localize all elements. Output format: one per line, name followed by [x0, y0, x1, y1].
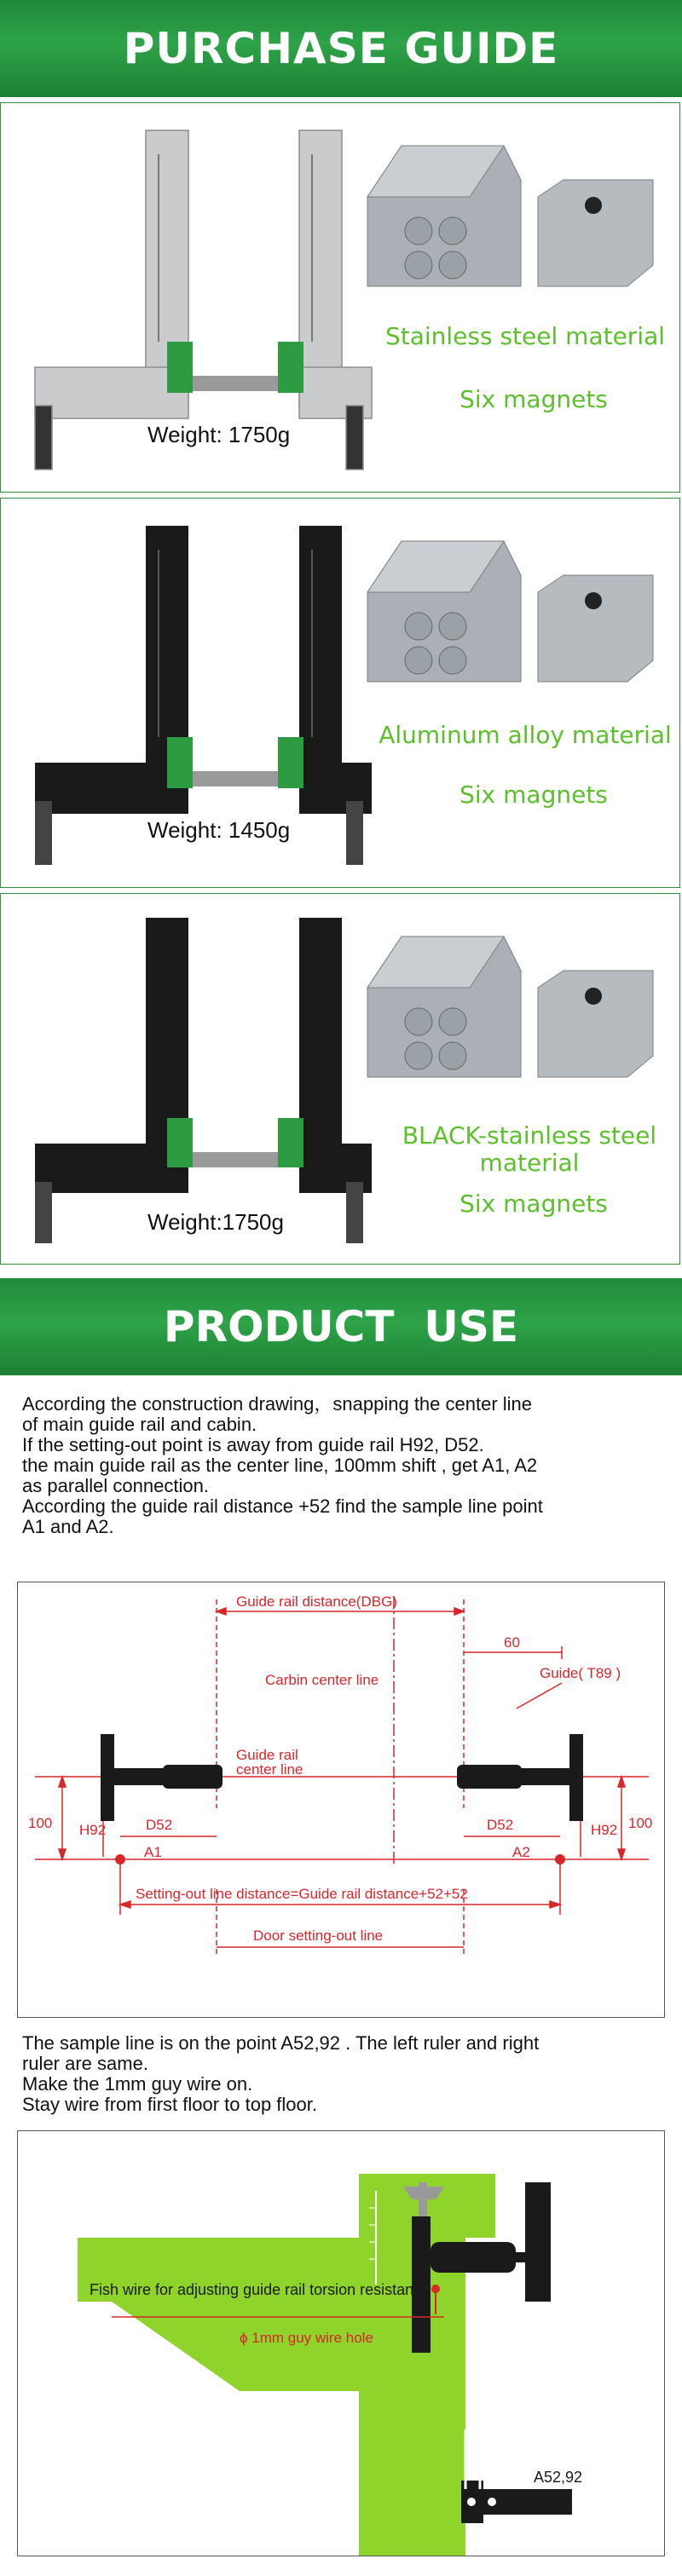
carbin-center-label: Carbin center line [265, 1672, 379, 1688]
magnet-blocks-image [359, 928, 666, 1081]
left-rail-icon [101, 1734, 164, 1821]
intro-line: According the construction drawing，snapping the center line [22, 1393, 533, 1415]
product-card-aluminum [0, 498, 680, 888]
d52-left: D52 [146, 1817, 173, 1833]
material-label: Aluminum alloy material [379, 721, 672, 749]
magnet-blocks-image [359, 137, 666, 291]
fish-wire-label: Fish wire for adjusting guide rail torsion resistance [90, 2281, 431, 2298]
guide-center-label-2: center line [236, 1761, 303, 1778]
sample-line: ruler are same. [22, 2053, 148, 2074]
h92-left: H92 [79, 1822, 107, 1838]
weight-label: Weight: 1750g [147, 422, 291, 447]
weight-label: Weight:1750g [147, 1209, 284, 1235]
sample-line: Stay wire from first floor to top floor. [22, 2094, 318, 2115]
guy-hole-label: ϕ 1mm guy wire hole [240, 2330, 373, 2346]
product-card-black-steel [0, 893, 680, 1265]
dim-60-label: 60 [504, 1634, 520, 1651]
left-ruler [35, 918, 188, 1243]
point-label: A52,92 [534, 2469, 583, 2486]
setting-out-label: Setting-out line distance=Guide rail distance+52+52 [136, 1886, 468, 1902]
intro-line: the main guide rail as the center line, 100mm shift , get A1, A2 [22, 1455, 538, 1476]
purchase-guide-title: PURCHASE GUIDE [123, 24, 559, 73]
product-card-stainless [0, 102, 680, 493]
green-ruler-shape [78, 2174, 495, 2556]
a1-label: A1 [144, 1844, 162, 1860]
material-label: Stainless steel material [384, 322, 666, 350]
guide-t89-label: Guide( T89 ) [540, 1665, 621, 1681]
intro-line: A1 and A2. [22, 1516, 114, 1537]
h92-right: H92 [591, 1822, 618, 1838]
right-rail-icon [519, 1734, 583, 1821]
magnets-label: Six magnets [459, 781, 608, 809]
guide-center-label-1: Guide rail [236, 1747, 298, 1763]
sample-line: Make the 1mm guy wire on. [22, 2073, 253, 2095]
intro-line: of main guide rail and cabin. [22, 1414, 257, 1435]
dbg-label: Guide rail distance(DBG) [236, 1593, 397, 1610]
material-label: BLACK-stainless steel material [402, 1121, 657, 1177]
instructions-intro [22, 1394, 670, 1537]
instructions-sample [22, 2033, 670, 2115]
magnets-label: Six magnets [459, 1190, 608, 1218]
dim-100-right: 100 [628, 1815, 653, 1831]
a2-label: A2 [512, 1844, 530, 1860]
ruler-detail-illustration [17, 2130, 665, 2556]
magnets-label: Six magnets [459, 385, 608, 413]
left-ruler [35, 526, 188, 865]
product-use-title: PRODUCT USE [163, 1302, 519, 1351]
intro-line: If the setting-out point is away from guide rail H92, D52. [22, 1434, 484, 1455]
ruler-pair-image [18, 909, 376, 1250]
weight-label: Weight: 1450g [147, 817, 291, 843]
product-use-banner [0, 1278, 682, 1375]
purchase-guide-banner [0, 0, 682, 97]
dim-100-left: 100 [28, 1815, 53, 1831]
left-ruler [35, 130, 188, 470]
door-line-label: Door setting-out line [253, 1928, 384, 1944]
intro-line: According the guide rail distance +52 find the sample line point [22, 1495, 543, 1517]
setting-out-diagram [17, 1582, 665, 2018]
intro-line: as parallel connection. [22, 1475, 209, 1496]
magnet-blocks-image [359, 533, 666, 686]
sample-line: The sample line is on the point A52,92 . The left ruler and right [22, 2032, 540, 2054]
d52-right: D52 [487, 1817, 514, 1833]
